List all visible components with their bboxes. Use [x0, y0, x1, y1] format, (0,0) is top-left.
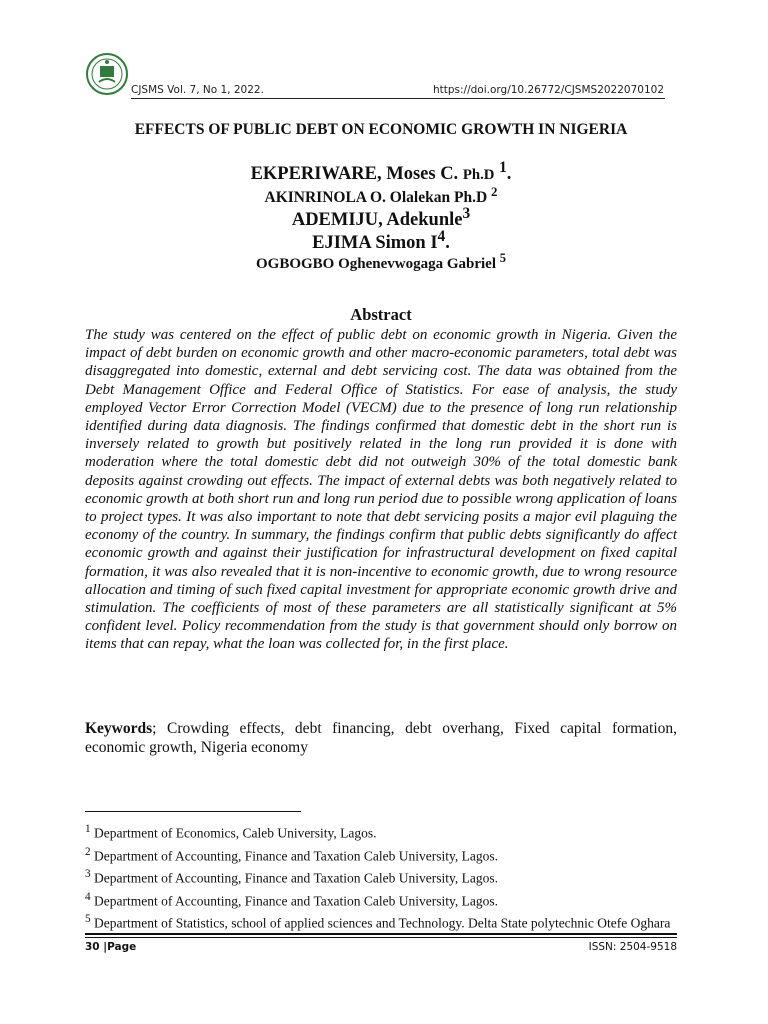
footnote-text: Department of Economics, Caleb University, Lagos.: [90, 825, 377, 841]
author-suffix: .: [445, 233, 450, 254]
footer-divider-thin: [85, 937, 677, 938]
header-divider: [131, 98, 665, 99]
footer-divider-thick: [85, 933, 677, 935]
doi-link[interactable]: https://doi.org/10.26772/CJSMS2022070102: [433, 84, 664, 96]
footnote-divider: [85, 811, 301, 812]
journal-citation: CJSMS Vol. 7, No 1, 2022.: [131, 84, 264, 96]
author-affiliation-mark: 3: [462, 205, 471, 222]
keywords-label: Keywords: [85, 720, 153, 737]
footnote-number: 2: [85, 845, 91, 858]
footnotes: [85, 820, 677, 933]
paper-title: EFFECTS OF PUBLIC DEBT ON ECONOMIC GROWTH IN NIGERIA: [134, 121, 628, 138]
footnote-number: 3: [85, 868, 91, 880]
author-degree: Ph.D: [453, 189, 488, 207]
author-affiliation-mark: 5: [499, 251, 506, 265]
page-number: 30 |Page: [85, 941, 137, 953]
footnote-1: [85, 820, 677, 843]
author-affiliation-mark: 4: [437, 228, 446, 245]
footnote-number: 1: [85, 823, 91, 835]
keywords-list: ; Crowding effects, debt financing, debt overhang, Fixed capital formation, economic growth, Nigeria economy: [85, 720, 677, 756]
author-affiliation-mark: 2: [491, 184, 498, 199]
footnote-number: 5: [85, 913, 91, 925]
author-name: EKPERIWARE, Moses C.: [250, 164, 459, 185]
author-name: ADEMIJU, Adekunle: [291, 210, 463, 231]
author-1: [85, 159, 677, 185]
author-name: EJIMA Simon I: [312, 233, 438, 254]
issn: ISSN: 2504-9518: [588, 941, 677, 953]
abstract-body: The study was centered on the effect of public debt on economic growth in Nigeria. Given the impact of debt burden on economic growth and other macro-economic parameters, total debt was disaggregated into domestic, external and debt servicing cost. The data was obtained from the Debt Management Office and Federal Office of Statistics. For ease of analysis, the study employed Vector Error Correction Model (VECM) due to the presence of long run relationship identified during data diagnosis. The findings confirmed that domestic debt in the short run is inversely related to growth but positively related in the long run provided it is done with moderation where the total domestic debt did not outweigh 30% of the total domestic bank deposits against crowding out effects. The impact of external debts was both negatively related to economic growth at both short run and long run period due to possible wrong application of loans to project types. It was also important to note that debt servicing posits a major evil plaguing the economy of the country. In summary, the findings confirm that public debts significantly do affect economic growth and against their justification for infrastructural development on fixed capital formation, it was also revealed that it is non-incentive to economic growth, due to wrong resource allocation and timing of such fixed capital investment for appropriate economic growth drive and stimulation. The coefficients of most of these parameters are all statistically significant at 5% confident level. Policy recommendation from the study is that government should only borrow on items that can repay, what the loan was collected for, in the first place.: [85, 327, 677, 653]
footnote-3: [85, 865, 677, 888]
author-name: OGBOGBO Oghenevwogaga Gabriel: [255, 256, 496, 272]
footnote-4: [85, 888, 677, 911]
footnote-number: 4: [85, 890, 91, 903]
author-name: AKINRINOLA O. Olalekan: [264, 189, 451, 207]
keywords: [85, 719, 677, 757]
footnote-text: Department of Statistics, school of applied sciences and Technology. Delta State polytechnic Otefe Oghara: [90, 915, 671, 931]
journal-logo: [85, 52, 129, 96]
footnote-text: Department of Accounting, Finance and Taxation Caleb University, Lagos.: [90, 848, 498, 863]
footnote-5: [85, 910, 677, 933]
footnote-text: Department of Accounting, Finance and Taxation Caleb University, Lagos.: [90, 870, 498, 886]
author-suffix: .: [506, 164, 512, 185]
footnote-text: Department of Accounting, Finance and Taxation Caleb University, Lagos.: [90, 893, 498, 908]
footnote-2: [85, 843, 677, 866]
author-2: [85, 184, 677, 207]
author-affiliation-mark: 1: [499, 159, 507, 176]
author-5: [85, 251, 677, 273]
abstract-heading: Abstract: [350, 305, 412, 324]
author-degree: Ph.D: [462, 167, 495, 184]
